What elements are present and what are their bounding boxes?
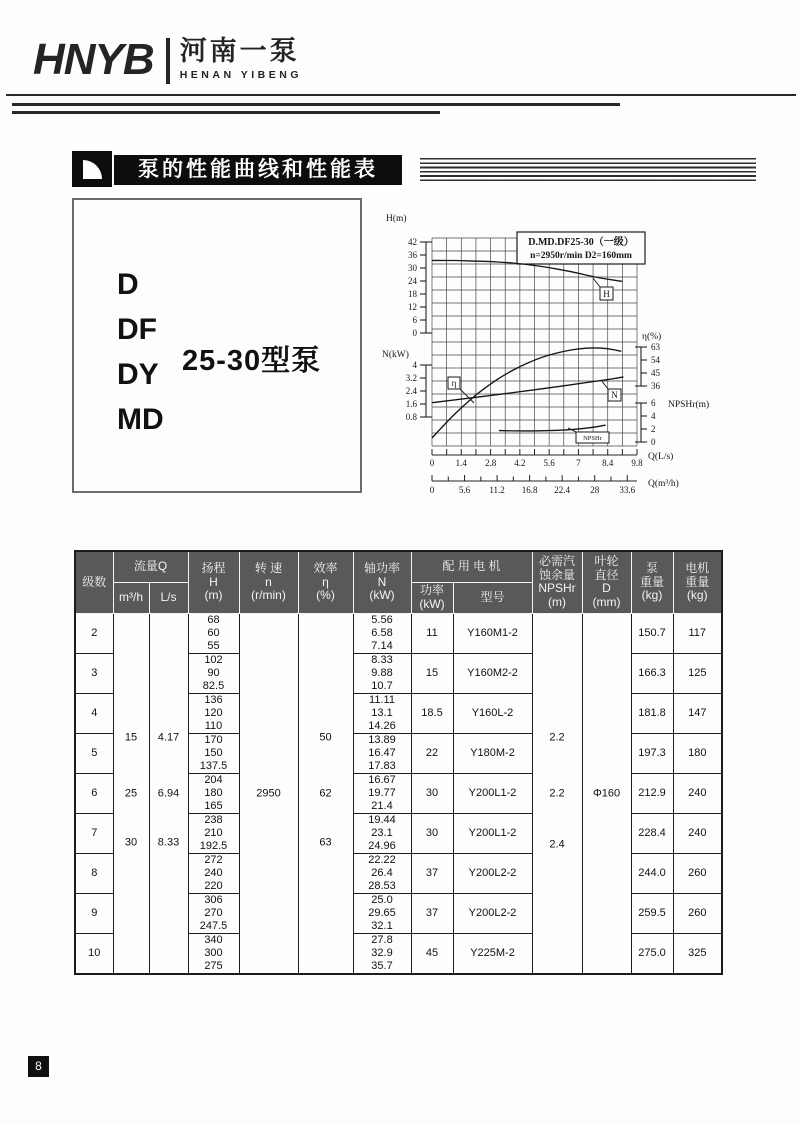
head-values-cell: 102 90 82.5 bbox=[188, 653, 239, 693]
motor-model-cell: Y160L-2 bbox=[453, 693, 532, 733]
axis-tick-label: 63 bbox=[651, 342, 660, 353]
axis-name: H(m) bbox=[386, 214, 407, 224]
merged-value: 50 bbox=[319, 731, 332, 744]
axis-tick-label: 0.8 bbox=[405, 412, 417, 423]
col-header-shaft-power: 轴功率 N (kW) bbox=[353, 551, 411, 613]
axis-name: N(kW) bbox=[382, 350, 409, 360]
motor-power-cell: 37 bbox=[411, 853, 453, 893]
x-tick-label: 22.4 bbox=[554, 485, 571, 495]
stage-cell: 3 bbox=[75, 653, 113, 693]
axis-tick-label: 30 bbox=[408, 263, 417, 274]
col-header-motor-weight: 电机 重量 (kg) bbox=[673, 551, 722, 613]
shaft-power-cell: 27.8 32.9 35.7 bbox=[353, 933, 411, 974]
pump-weight-cell: 244.0 bbox=[631, 853, 673, 893]
pump-weight-cell: 228.4 bbox=[631, 813, 673, 853]
axis-name: η(%) bbox=[642, 332, 662, 342]
brand-name-en: HENAN YIBENG bbox=[179, 69, 303, 81]
col-header-efficiency: 效率 η (%) bbox=[298, 551, 353, 613]
x-tick-label: 7 bbox=[576, 458, 581, 468]
impeller-cell bbox=[582, 613, 631, 974]
col-header-head: 扬程 H (m) bbox=[188, 551, 239, 613]
axis-tick-label: 4 bbox=[412, 360, 417, 371]
product-model-list bbox=[117, 262, 164, 442]
curve-NPSHr bbox=[499, 425, 606, 431]
performance-table bbox=[74, 550, 723, 975]
axis-tick-label: 3.2 bbox=[405, 373, 417, 384]
x-tick-label: 33.6 bbox=[619, 485, 636, 495]
section-hatch-lines bbox=[420, 158, 756, 183]
axis-tick-label: 1.6 bbox=[405, 399, 417, 410]
merged-value: 2.2 bbox=[549, 787, 565, 800]
axis-tick-label: 24 bbox=[408, 276, 417, 287]
motor-power-cell: 37 bbox=[411, 893, 453, 933]
motor-model-cell: Y225M-2 bbox=[453, 933, 532, 974]
motor-weight-cell: 240 bbox=[673, 813, 722, 853]
col-header-flow: 流量Q bbox=[113, 551, 188, 582]
head-values-cell: 204 180 165 bbox=[188, 773, 239, 813]
motor-power-cell: 15 bbox=[411, 653, 453, 693]
quarter-circle-icon bbox=[83, 160, 102, 179]
section-corner-icon bbox=[72, 151, 112, 187]
shaft-power-cell: 16.67 19.77 21.4 bbox=[353, 773, 411, 813]
motor-weight-cell: 117 bbox=[673, 613, 722, 653]
axis-tick-label: 4 bbox=[651, 411, 656, 422]
merged-value: 6.94 bbox=[157, 787, 180, 800]
x-tick-label: 16.8 bbox=[521, 485, 538, 495]
merged-value: 2.2 bbox=[549, 731, 565, 744]
motor-model-cell: Y200L2-2 bbox=[453, 853, 532, 893]
head-values-cell: 272 240 220 bbox=[188, 853, 239, 893]
col-header-stage: 级数 bbox=[75, 551, 113, 613]
axis-tick-label: 2.4 bbox=[405, 386, 417, 397]
motor-power-cell: 45 bbox=[411, 933, 453, 974]
merged-value: 63 bbox=[319, 836, 332, 849]
motor-weight-cell: 325 bbox=[673, 933, 722, 974]
flow-ls-cell bbox=[149, 613, 188, 974]
shaft-power-cell: 8.33 9.88 10.7 bbox=[353, 653, 411, 693]
x-tick-label: 9.8 bbox=[631, 458, 643, 468]
motor-model-cell: Y160M1-2 bbox=[453, 613, 532, 653]
table-row bbox=[75, 613, 722, 653]
pump-weight-cell: 197.3 bbox=[631, 733, 673, 773]
shaft-power-cell: 13.89 16.47 17.83 bbox=[353, 733, 411, 773]
brand-header bbox=[33, 36, 302, 84]
motor-model-cell: Y160M2-2 bbox=[453, 653, 532, 693]
header-rule-2 bbox=[12, 103, 620, 106]
flow-m3h-cell bbox=[113, 613, 149, 974]
chart-svg bbox=[380, 205, 800, 505]
axis-tick-label: 0 bbox=[651, 437, 656, 448]
x-tick-label: 2.8 bbox=[484, 458, 497, 468]
merged-value: 62 bbox=[319, 787, 332, 800]
axis-tick-label: 36 bbox=[651, 381, 660, 392]
head-values-cell: 238 210 192.5 bbox=[188, 813, 239, 853]
chart-subtitle: n=2950r/min D2=160mm bbox=[530, 251, 632, 261]
axis-tick-label: 6 bbox=[412, 315, 417, 326]
x-tick-label: 5.6 bbox=[543, 458, 555, 468]
motor-weight-cell: 180 bbox=[673, 733, 722, 773]
axis-tick-label: 36 bbox=[408, 250, 417, 261]
shaft-power-cell: 11.11 13.1 14.26 bbox=[353, 693, 411, 733]
stage-cell: 5 bbox=[75, 733, 113, 773]
product-type-label: 25-30型泵 bbox=[182, 345, 322, 377]
shaft-power-cell: 5.56 6.58 7.14 bbox=[353, 613, 411, 653]
axis-tick-label: 0 bbox=[412, 328, 417, 339]
header-rule-1 bbox=[6, 94, 796, 96]
merged-value: 30 bbox=[124, 836, 138, 849]
header-rule-3 bbox=[12, 111, 440, 114]
motor-model-cell: Y200L1-2 bbox=[453, 773, 532, 813]
pump-weight-cell: 150.7 bbox=[631, 613, 673, 653]
axis-tick-label: 45 bbox=[651, 368, 660, 379]
pump-weight-cell: 166.3 bbox=[631, 653, 673, 693]
col-header-motor: 配 用 电 机 bbox=[411, 551, 532, 582]
brand-name-cn: 河南一泵 bbox=[179, 36, 300, 66]
motor-model-cell: Y180M-2 bbox=[453, 733, 532, 773]
x-tick-label: 4.2 bbox=[514, 458, 526, 468]
motor-power-cell: 30 bbox=[411, 813, 453, 853]
product-model: DY bbox=[117, 358, 159, 391]
curve-label-NPSHr: NPSHr bbox=[583, 435, 602, 443]
x-tick-label: 0 bbox=[429, 458, 435, 468]
col-header-speed: 转 速 n (r/min) bbox=[239, 551, 298, 613]
head-values-cell: 136 120 110 bbox=[188, 693, 239, 733]
curve-label-N: N bbox=[611, 390, 618, 401]
x-tick-label: 8.4 bbox=[602, 458, 614, 468]
shaft-power-cell: 19.44 23.1 24.96 bbox=[353, 813, 411, 853]
motor-power-cell: 18.5 bbox=[411, 693, 453, 733]
head-values-cell: 170 150 137.5 bbox=[188, 733, 239, 773]
stage-cell: 6 bbox=[75, 773, 113, 813]
stage-cell: 2 bbox=[75, 613, 113, 653]
col-header-flow-m3h: m³/h bbox=[113, 582, 149, 613]
head-values-cell: 306 270 247.5 bbox=[188, 893, 239, 933]
axis-name: Q(L/s) bbox=[648, 452, 674, 462]
curve-label-H: H bbox=[603, 289, 610, 300]
shaft-power-cell: 25.0 29.65 32.1 bbox=[353, 893, 411, 933]
col-header-motor-power: 功率 (kW) bbox=[411, 582, 453, 613]
motor-weight-cell: 147 bbox=[673, 693, 722, 733]
motor-power-cell: 11 bbox=[411, 613, 453, 653]
merged-value: 15 bbox=[124, 731, 138, 744]
col-header-impeller: 叶轮 直径 D (mm) bbox=[582, 551, 631, 613]
x-tick-label: 5.6 bbox=[458, 485, 471, 495]
stage-cell: 10 bbox=[75, 933, 113, 974]
x-tick-label: 0 bbox=[429, 485, 435, 495]
motor-weight-cell: 260 bbox=[673, 893, 722, 933]
page-number: 8 bbox=[35, 1059, 42, 1073]
merged-value: 25 bbox=[124, 787, 138, 800]
section-title: 泵的性能曲线和性能表 bbox=[138, 158, 378, 181]
axis-tick-label: 54 bbox=[651, 355, 660, 366]
page-number-badge bbox=[28, 1056, 49, 1077]
x-tick-label: 11.2 bbox=[489, 485, 505, 495]
motor-power-cell: 22 bbox=[411, 733, 453, 773]
axis-tick-label: 42 bbox=[408, 237, 417, 248]
shaft-power-cell: 22.22 26.4 28.53 bbox=[353, 853, 411, 893]
stage-cell: 8 bbox=[75, 853, 113, 893]
pump-weight-cell: 259.5 bbox=[631, 893, 673, 933]
x-tick-label: 28 bbox=[590, 485, 600, 495]
product-model: DF bbox=[117, 313, 157, 346]
axis-tick-label: 18 bbox=[408, 289, 417, 300]
merged-value: 8.33 bbox=[157, 836, 180, 849]
axis-tick-label: 6 bbox=[651, 398, 656, 409]
pump-weight-cell: 275.0 bbox=[631, 933, 673, 974]
section-title-banner bbox=[114, 155, 402, 185]
axis-name: Q(m³/h) bbox=[648, 479, 679, 489]
col-header-pump-weight: 泵 重量 (kg) bbox=[631, 551, 673, 613]
brand-divider bbox=[166, 38, 170, 84]
curve-label-η: η bbox=[451, 378, 457, 389]
axis-tick-label: 12 bbox=[408, 302, 417, 313]
speed-cell bbox=[239, 613, 298, 974]
motor-weight-cell: 260 bbox=[673, 853, 722, 893]
x-tick-label: 1.4 bbox=[455, 458, 467, 468]
pump-weight-cell: 181.8 bbox=[631, 693, 673, 733]
head-values-cell: 68 60 55 bbox=[188, 613, 239, 653]
motor-weight-cell: 125 bbox=[673, 653, 722, 693]
performance-curve-chart bbox=[380, 205, 800, 505]
motor-model-cell: Y200L1-2 bbox=[453, 813, 532, 853]
motor-power-cell: 30 bbox=[411, 773, 453, 813]
pump-weight-cell: 212.9 bbox=[631, 773, 673, 813]
npshr-cell bbox=[532, 613, 582, 974]
merged-value: 4.17 bbox=[157, 731, 180, 744]
merged-value: 2.4 bbox=[549, 838, 565, 851]
stage-cell: 9 bbox=[75, 893, 113, 933]
product-model: D bbox=[117, 268, 139, 301]
motor-weight-cell: 240 bbox=[673, 773, 722, 813]
col-header-flow-ls: L/s bbox=[149, 582, 188, 613]
stage-cell: 7 bbox=[75, 813, 113, 853]
merged-value: Φ160 bbox=[592, 787, 621, 800]
chart-title: D.MD.DF25-30（一级） bbox=[528, 237, 634, 248]
col-header-npshr: 必需汽 蚀余量 NPSHr (m) bbox=[532, 551, 582, 613]
brand-logo: HNYB bbox=[33, 35, 154, 84]
stage-cell: 4 bbox=[75, 693, 113, 733]
col-header-motor-model: 型号 bbox=[453, 582, 532, 613]
axis-tick-label: 2 bbox=[651, 424, 656, 435]
head-values-cell: 340 300 275 bbox=[188, 933, 239, 974]
product-box bbox=[72, 198, 362, 493]
efficiency-cell bbox=[298, 613, 353, 974]
merged-value: 2950 bbox=[256, 787, 281, 800]
axis-name: NPSHr(m) bbox=[668, 400, 710, 410]
motor-model-cell: Y200L2-2 bbox=[453, 893, 532, 933]
product-model: MD bbox=[117, 403, 164, 436]
